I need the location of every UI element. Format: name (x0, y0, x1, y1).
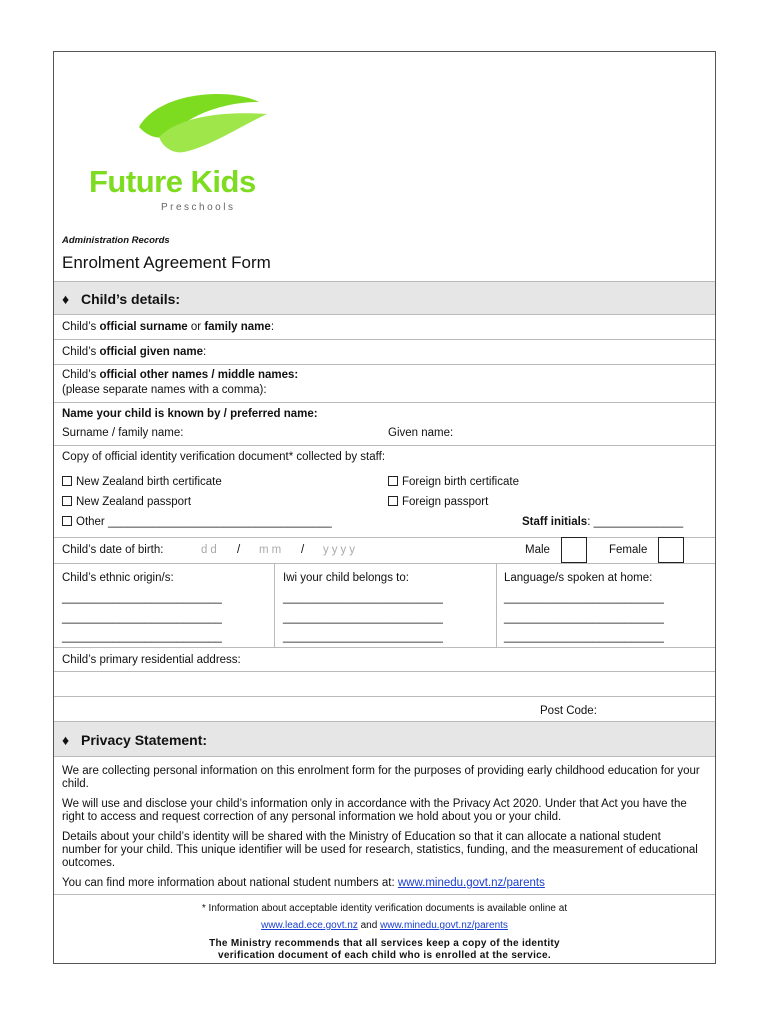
dob-year-input[interactable]: yyyy (323, 544, 358, 556)
footer-info-line: * Information about acceptable identity verification documents is available online at (201, 903, 568, 914)
foreign-birth-cert-option[interactable]: Foreign birth certificate (388, 476, 519, 488)
other-doc-option[interactable]: Other ___________________________________ (62, 516, 332, 528)
language-label: Language/s spoken at home: (504, 572, 653, 584)
checkbox-icon[interactable] (388, 476, 398, 486)
privacy-paragraph-2: We will use and disclose your child’s information only in accordance with the Privacy Act 2020. Under that Act you have the right to access and request correction of any personal information we hold about you or your child. (62, 798, 687, 823)
privacy-paragraph-4: You can find more information about national student numbers at: www.minedu.govt.nz/parents (62, 877, 545, 889)
child-details-header (54, 281, 715, 315)
surname-field[interactable] (54, 314, 715, 340)
staff-initials-field[interactable]: Staff initials: ______________ (522, 516, 684, 528)
iwi-label: Iwi your child belongs to: (283, 572, 409, 584)
id-document-section (54, 445, 715, 538)
child-details-heading: Child’s details: (81, 291, 181, 307)
known-given-field[interactable]: Given name: (388, 427, 454, 439)
lead-ece-link[interactable]: www.lead.ece.govt.nz (261, 920, 358, 931)
given-name-field[interactable] (54, 339, 715, 365)
ethnic-iwi-language-row (54, 563, 715, 648)
language-line[interactable]: _________________________ (504, 592, 664, 604)
given-name-label: Child’s official given name: (62, 346, 207, 358)
iwi-line[interactable]: _________________________ (283, 592, 443, 604)
ethnic-origin-label: Child’s ethnic origin/s: (62, 572, 174, 584)
foreign-passport-option[interactable]: Foreign passport (388, 496, 488, 508)
privacy-body (54, 756, 715, 895)
logo-subtitle: Preschools (161, 202, 236, 213)
checkbox-icon[interactable] (62, 516, 72, 526)
diamond-icon: ♦ (62, 291, 70, 307)
known-surname-field[interactable]: Surname / family name: (62, 427, 184, 439)
postcode-row[interactable] (54, 696, 715, 722)
ethnic-line[interactable]: _________________________ (62, 592, 222, 604)
female-label: Female (609, 544, 648, 556)
enrolment-form (53, 51, 716, 964)
other-names-label: Child’s official other names / middle names: (62, 369, 299, 381)
language-line[interactable]: _________________________ (504, 612, 664, 624)
dob-label: Child’s date of birth: (62, 544, 164, 556)
privacy-heading: Privacy Statement: (81, 732, 208, 748)
female-checkbox[interactable] (658, 537, 684, 563)
other-names-field[interactable] (54, 364, 715, 403)
iwi-line[interactable]: _________________________ (283, 631, 443, 643)
checkbox-icon[interactable] (62, 476, 72, 486)
address-label: Child’s primary residential address: (62, 654, 241, 666)
privacy-paragraph-1: We are collecting personal information on this enrolment form for the purposes of providing early childhood education for your child. (62, 765, 700, 790)
known-by-label: Name your child is known by / preferred name: (62, 408, 318, 420)
male-checkbox[interactable] (561, 537, 587, 563)
dob-day-input[interactable]: dd (201, 544, 220, 556)
minedu-footer-link[interactable]: www.minedu.govt.nz/parents (380, 920, 508, 931)
dob-separator: / (237, 544, 241, 556)
privacy-header (54, 721, 715, 757)
address-line-2[interactable] (54, 671, 715, 697)
post-code-label: Post Code: (540, 705, 597, 717)
dob-month-input[interactable]: mm (259, 544, 285, 556)
nz-passport-option[interactable]: New Zealand passport (62, 496, 191, 508)
known-by-section (54, 402, 715, 446)
iwi-line[interactable]: _________________________ (283, 612, 443, 624)
footer-links: www.lead.ece.govt.nz and www.minedu.govt.nz/parents (261, 920, 508, 931)
other-names-hint: (please separate names with a comma): (62, 384, 267, 396)
address-field[interactable] (54, 647, 715, 672)
admin-label: Administration Records (62, 235, 170, 246)
ethnic-line[interactable]: _________________________ (62, 612, 222, 624)
ethnic-line[interactable]: _________________________ (62, 631, 222, 643)
diamond-icon: ♦ (62, 732, 70, 748)
footer-recommendation-2: verification document of each child who is enrolled at the service. (218, 950, 551, 961)
copy-doc-label: Copy of official identity verification document* collected by staff: (62, 451, 386, 463)
privacy-paragraph-3: Details about your child’s identity will be shared with the Ministry of Education so that it can allocate a national student number for your child. This unique identifier will be used for research, statistics, funding, and the measurement of educational outcomes. (62, 831, 698, 869)
footer-recommendation-1: The Ministry recommends that all services keep a copy of the identity (209, 938, 560, 949)
checkbox-icon[interactable] (62, 496, 72, 506)
nz-birth-cert-option[interactable]: New Zealand birth certificate (62, 476, 222, 488)
dob-separator: / (301, 544, 305, 556)
minedu-parents-link[interactable]: www.minedu.govt.nz/parents (397, 877, 545, 889)
logo-name: Future Kids (89, 164, 256, 199)
form-title: Enrolment Agreement Form (62, 253, 271, 272)
checkbox-icon[interactable] (388, 496, 398, 506)
surname-label: Child’s official surname or family name: (62, 321, 275, 333)
footer-notes (54, 894, 715, 965)
dob-gender-row (54, 537, 715, 564)
future-kids-logo (89, 82, 319, 222)
male-label: Male (525, 544, 550, 556)
language-line[interactable]: _________________________ (504, 631, 664, 643)
